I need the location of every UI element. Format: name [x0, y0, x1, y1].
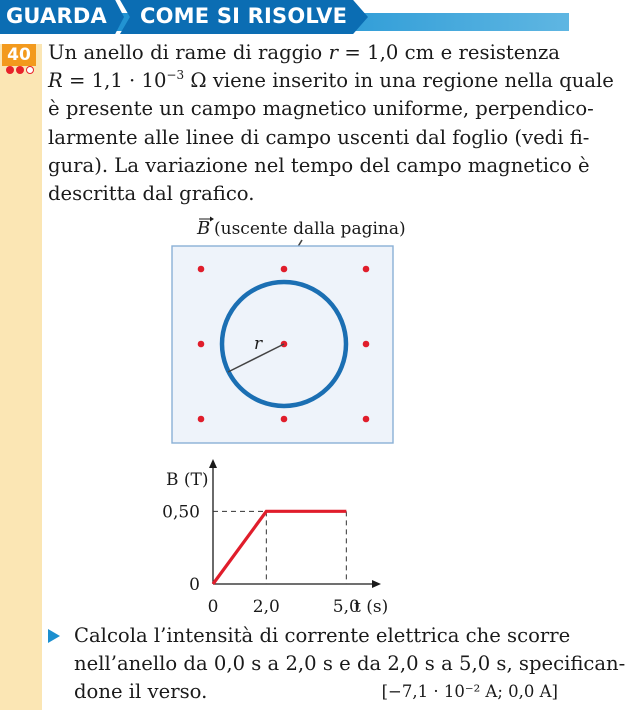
x-axis-arrow-icon — [372, 580, 381, 588]
field-dot — [198, 416, 205, 423]
b-field-label: (uscente dalla pagina) — [214, 219, 406, 239]
banner-label-guarda: GUARDA — [6, 4, 107, 28]
b-t-graph — [162, 459, 388, 617]
problem-line-4: larmente alle linee di campo uscenti dal foglio (vedi fi- — [48, 125, 590, 149]
radius-label: r — [254, 334, 263, 354]
y-tick-label: 0 — [189, 575, 200, 595]
question-line-1: Calcola l’intensità di corrente elettrica che scorre — [74, 624, 571, 647]
field-dot — [198, 341, 205, 348]
y-axis-label: B (T) — [166, 470, 209, 490]
problem-line-3: è presente un campo magnetico uniforme, perpendico- — [48, 97, 594, 121]
field-dot — [363, 341, 370, 348]
b-vector-symbol: B — [197, 218, 211, 239]
problem-line-2: $R = 1,1 \cdot 10^{-3}$ Ω viene inserito in una regione nella quale — [48, 68, 614, 93]
field-dot — [281, 266, 288, 273]
b-series-line — [213, 511, 346, 584]
field-dot — [363, 266, 370, 273]
field-dot — [363, 416, 370, 423]
problem-line-5: gura). La variazione nel tempo del campo magnetico è — [48, 153, 590, 177]
question-line-2: nell’anello da 0,0 s a 2,0 s e da 2,0 s a 5,0 s, specifican- — [74, 652, 625, 676]
x-tick-label: 5,0 — [332, 597, 360, 617]
field-dot — [281, 416, 288, 423]
x-axis-label: t (s) — [354, 597, 389, 617]
banner-label-come-si-risolve[interactable]: COME SI RISOLVE — [140, 4, 348, 28]
question-block — [48, 622, 625, 707]
problem-line-6: descritta dal grafico. — [48, 182, 255, 206]
y-tick-label: 0,50 — [162, 502, 200, 523]
question-line-3: done il verso. — [74, 680, 208, 704]
x-tick-label: 2,0 — [252, 597, 280, 617]
x-tick-label: 0 — [207, 597, 219, 617]
answer: [−7,1 · 10⁻² A; 0,0 A] — [381, 682, 558, 701]
bullet-arrow-icon — [48, 629, 60, 643]
field-dot — [198, 266, 205, 273]
exercise-number-badge: 40 — [2, 44, 36, 66]
field-label — [196, 217, 406, 240]
problem-line-1: Un anello di rame di raggio r = 1,0 cm e resistenza — [48, 41, 560, 64]
y-axis-arrow-icon — [209, 459, 217, 468]
